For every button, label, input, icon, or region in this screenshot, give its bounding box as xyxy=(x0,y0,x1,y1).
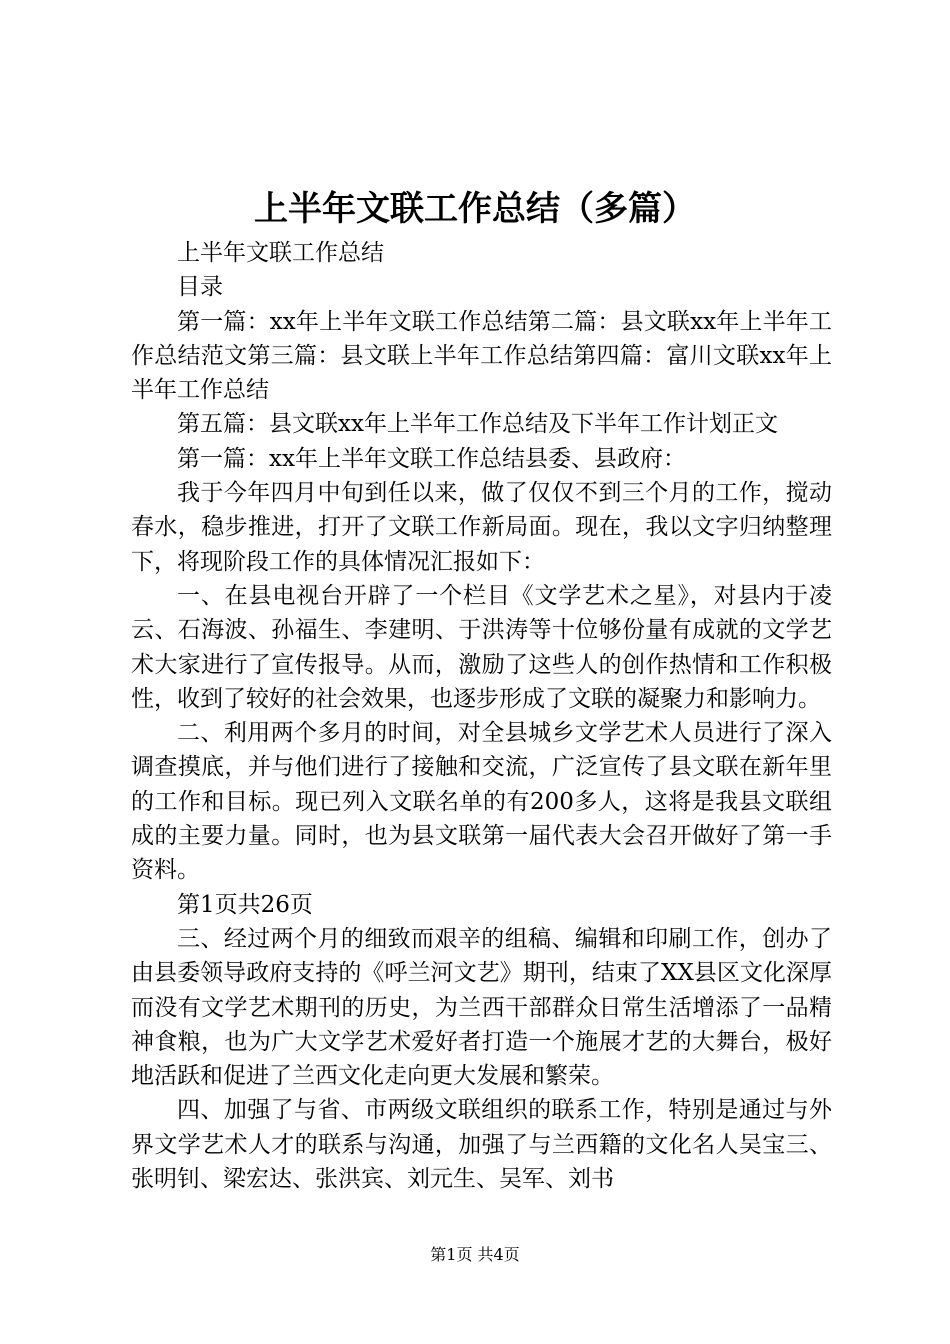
paragraph-intro: 我于今年四月中旬到任以来，做了仅仅不到三个月的工作，搅动春水，稳步推进，打开了文联工作新局面。现在，我以文字归纳整理下，将现阶段工作的具体情况汇报如下： xyxy=(131,480,832,575)
paragraph-item-4: 四、加强了与省、市两级文联组织的联系工作，特别是通过与外界文学艺术人才的联系与沟通，加强了与兰西籍的文化名人吴宝三、张明钊、梁宏达、张洪宾、刘元生、吴军、刘书 xyxy=(131,1097,832,1193)
paragraph-toc-list: 第一篇：xx年上半年文联工作总结第二篇：县文联xx年上半年工作总结范文第三篇：县文联上半年工作总结第四篇：富川文联xx年上半年工作总结 xyxy=(131,308,832,404)
paragraph-item-2: 二、利用两个多月的时间，对全县城乡文学艺术人员进行了深入调查摸底，并与他们进行了接触和交流，广泛宣传了县文联在新年里的工作和目标。现已列入文联名单的有200多人，这将是我县文联组成的主要力量。同时，也为县文联第一届代表大会召开做好了第一手资料。 xyxy=(131,720,832,884)
paragraph-item-1: 一、在县电视台开辟了一个栏目《文学艺术之星》，对县内于凌云、石海波、孙福生、李建明、于洪涛等十位够份量有成就的文学艺术大家进行了宣传报导。从而，激励了这些人的创作热情和工作积极性，收到了较好的社会效果，也逐步形成了文联的凝聚力和影响力。 xyxy=(131,582,832,712)
document-body xyxy=(131,236,832,1196)
paragraph-toc-heading: 目录 xyxy=(177,274,223,301)
page-footer: 第1页 共4页 xyxy=(430,1245,520,1264)
paragraph-toc-list-2: 第五篇：县文联xx年上半年工作总结及下半年工作计划正文 xyxy=(177,411,778,438)
paragraph-subtitle: 上半年文联工作总结 xyxy=(177,240,384,266)
document-title: 上半年文联工作总结（多篇） xyxy=(254,189,696,229)
paragraph-inline-page-number: 第1页共26页 xyxy=(177,891,313,918)
paragraph-section-heading: 第一篇：xx年上半年文联工作总结县委、县政府： xyxy=(177,445,686,472)
paragraph-item-3: 三、经过两个月的细致而艰辛的组稿、编辑和印刷工作，创办了由县委领导政府支持的《呼兰河文艺》期刊，结束了XX县区文化深厚而没有文学艺术期刊的历史，为兰西干部群众日常生活增添了一品精神食粮，也为广大文学艺术爱好者打造一个施展才艺的大舞台，极好地活跃和促进了兰西文化走向更大发展和繁荣。 xyxy=(131,925,832,1090)
